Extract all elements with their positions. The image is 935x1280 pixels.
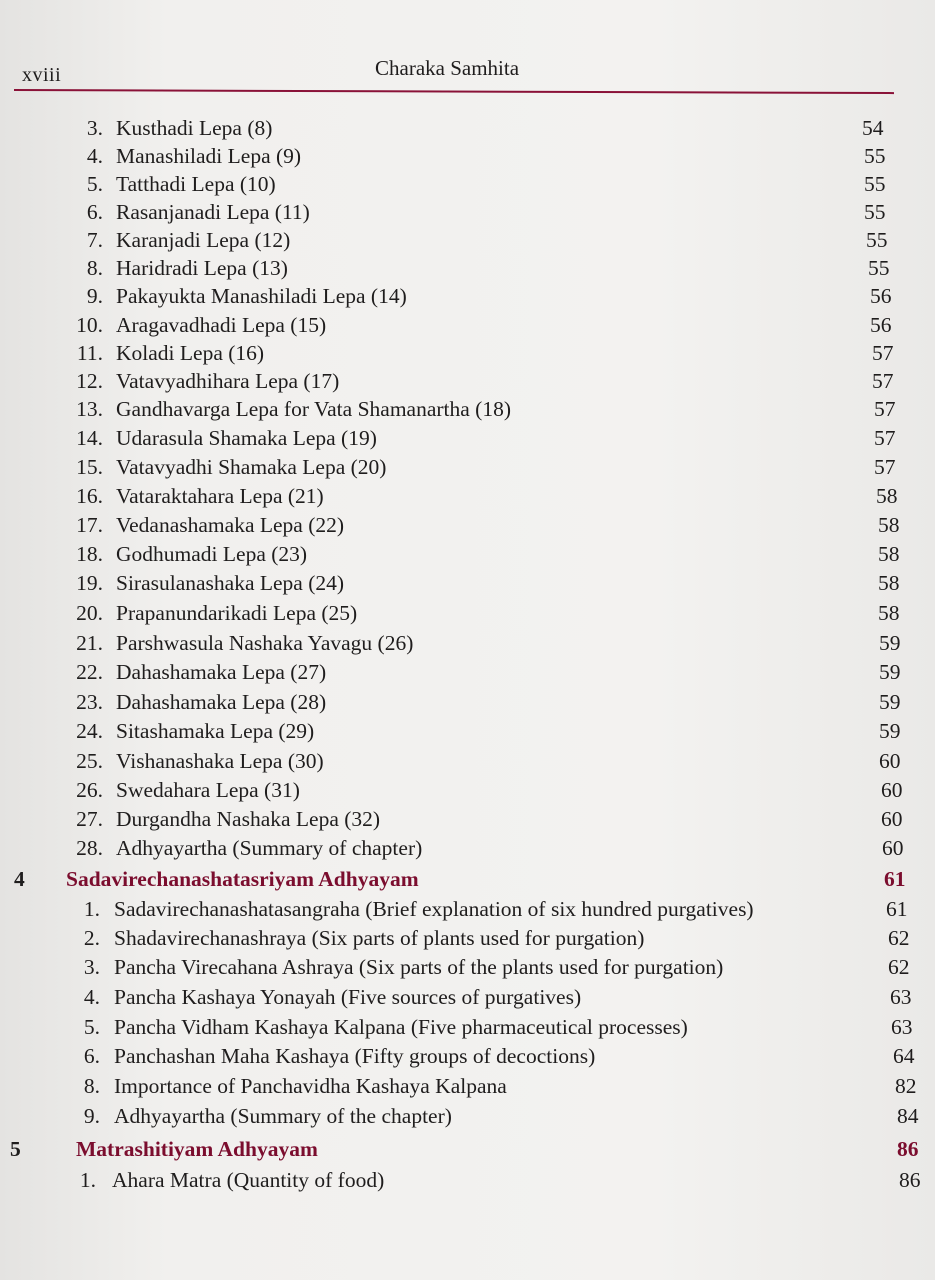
entry-number: 3. bbox=[86, 116, 103, 140]
entry-title: Parshwasula Nashaka Yavagu (26) bbox=[116, 631, 414, 655]
toc-entry bbox=[0, 775, 935, 805]
page-ref: 59 bbox=[879, 631, 901, 655]
entry-number: 4. bbox=[86, 144, 103, 168]
entry-number: 1. bbox=[83, 897, 100, 921]
entry-title: Adhyayartha (Summary of the chapter) bbox=[114, 1104, 452, 1128]
entry-number: 20. bbox=[76, 601, 103, 625]
entry-number: 22. bbox=[76, 660, 103, 684]
page-ref: 86 bbox=[897, 1137, 919, 1161]
entry-title: Aragavadhadi Lepa (15) bbox=[116, 313, 327, 337]
toc-entry bbox=[0, 423, 935, 453]
toc-entry bbox=[0, 510, 935, 540]
toc-entry bbox=[0, 716, 935, 746]
entry-title: Sitashamaka Lepa (29) bbox=[116, 719, 315, 743]
entry-title: Sadavirechanashatasangraha (Brief explanation of six hundred purgatives) bbox=[114, 897, 754, 921]
entry-number: 10. bbox=[76, 313, 103, 337]
entry-title: Shadavirechanashraya (Six parts of plants used for purgation) bbox=[114, 926, 645, 950]
entry-number: 1. bbox=[79, 1168, 96, 1192]
chapter-number: 4 bbox=[14, 867, 25, 891]
entry-number: 16. bbox=[76, 484, 103, 508]
entry-title: Panchashan Maha Kashaya (Fifty groups of decoctions) bbox=[114, 1044, 596, 1068]
entry-number: 3. bbox=[83, 955, 100, 979]
page-ref: 55 bbox=[866, 228, 888, 252]
entry-title: Rasanjanadi Lepa (11) bbox=[116, 200, 310, 224]
toc-entry bbox=[0, 687, 935, 717]
entry-number: 23. bbox=[76, 690, 103, 714]
toc-entry bbox=[0, 833, 935, 863]
entry-title: Karanjadi Lepa (12) bbox=[116, 228, 291, 252]
entry-title: Vishanashaka Lepa (30) bbox=[116, 749, 324, 773]
entry-title: Vedanashamaka Lepa (22) bbox=[116, 513, 345, 537]
entry-number: 14. bbox=[76, 426, 103, 450]
entry-number: 26. bbox=[76, 778, 103, 802]
toc-entry bbox=[0, 1101, 935, 1131]
entry-number: 28. bbox=[76, 836, 103, 860]
entry-number: 19. bbox=[76, 571, 103, 595]
page-ref: 58 bbox=[878, 571, 900, 595]
page-ref: 55 bbox=[864, 200, 886, 224]
entry-number: 4. bbox=[83, 985, 100, 1009]
chapter-heading bbox=[0, 864, 935, 894]
page-ref: 56 bbox=[870, 284, 892, 308]
page-ref: 55 bbox=[868, 256, 890, 280]
entry-title: Vatavyadhi Shamaka Lepa (20) bbox=[116, 455, 387, 479]
page-ref: 60 bbox=[881, 778, 903, 802]
chapter-number: 5 bbox=[10, 1137, 21, 1161]
page-ref: 56 bbox=[870, 313, 892, 337]
page-ref: 58 bbox=[878, 513, 900, 537]
entry-number: 27. bbox=[76, 807, 103, 831]
entry-title: Vataraktahara Lepa (21) bbox=[116, 484, 324, 508]
entry-title: Udarasula Shamaka Lepa (19) bbox=[116, 426, 377, 450]
page-ref: 55 bbox=[864, 172, 886, 196]
page-ref: 57 bbox=[874, 426, 896, 450]
entry-number: 11. bbox=[76, 341, 103, 365]
entry-title: Importance of Panchavidha Kashaya Kalpana bbox=[114, 1074, 507, 1098]
entry-number: 7. bbox=[86, 228, 103, 252]
entry-title: Manashiladi Lepa (9) bbox=[116, 144, 302, 168]
page-ref: 60 bbox=[881, 807, 903, 831]
page-ref: 57 bbox=[872, 341, 894, 365]
toc-entry bbox=[0, 568, 935, 598]
chapter-heading bbox=[0, 1134, 935, 1164]
entry-number: 12. bbox=[76, 369, 103, 393]
toc-entry bbox=[0, 539, 935, 569]
entry-title: Pancha Vidham Kashaya Kalpana (Five pharmaceutical processes) bbox=[114, 1015, 688, 1039]
toc-entry bbox=[0, 1041, 935, 1071]
toc-entry bbox=[0, 628, 935, 658]
entry-title: Haridradi Lepa (13) bbox=[116, 256, 288, 280]
entry-number: 9. bbox=[86, 284, 103, 308]
page-ref: 60 bbox=[882, 836, 904, 860]
entry-number: 9. bbox=[83, 1104, 100, 1128]
page-ref: 62 bbox=[888, 926, 910, 950]
page-ref: 84 bbox=[897, 1104, 919, 1128]
entry-title: Swedahara Lepa (31) bbox=[116, 778, 300, 802]
page-ref: 54 bbox=[862, 116, 884, 140]
toc-entry bbox=[0, 141, 935, 171]
page-ref: 61 bbox=[884, 867, 906, 891]
book-title: Charaka Samhita bbox=[375, 56, 520, 80]
page-ref: 64 bbox=[893, 1044, 915, 1068]
entry-title: Dahashamaka Lepa (28) bbox=[116, 690, 327, 714]
entry-number: 8. bbox=[86, 256, 103, 280]
entry-number: 25. bbox=[76, 749, 103, 773]
entry-number: 6. bbox=[83, 1044, 100, 1068]
entry-number: 6. bbox=[86, 200, 103, 224]
page-ref: 59 bbox=[879, 719, 901, 743]
entry-title: Dahashamaka Lepa (27) bbox=[116, 660, 327, 684]
toc-entry bbox=[0, 394, 935, 424]
entry-number: 2. bbox=[83, 926, 100, 950]
page-ref: 60 bbox=[879, 749, 901, 773]
toc-entry bbox=[0, 746, 935, 776]
entry-title: Sirasulanashaka Lepa (24) bbox=[116, 571, 345, 595]
entry-title: Ahara Matra (Quantity of food) bbox=[112, 1168, 385, 1192]
entry-title: Durgandha Nashaka Lepa (32) bbox=[116, 807, 381, 831]
entry-title: Godhumadi Lepa (23) bbox=[116, 542, 308, 566]
entry-number: 15. bbox=[76, 455, 103, 479]
entry-title: Pancha Virecahana Ashraya (Six parts of the plants used for purgation) bbox=[114, 955, 724, 979]
toc-entry bbox=[0, 169, 935, 199]
entry-title: Koladi Lepa (16) bbox=[116, 341, 265, 365]
page-ref: 61 bbox=[886, 897, 908, 921]
toc-entry bbox=[0, 452, 935, 482]
entry-title: Pakayukta Manashiladi Lepa (14) bbox=[116, 284, 407, 308]
toc-entry bbox=[0, 481, 935, 511]
entry-title: Pancha Kashaya Yonayah (Five sources of purgatives) bbox=[114, 985, 582, 1009]
toc-entry bbox=[0, 197, 935, 227]
page-ref: 59 bbox=[879, 690, 901, 714]
page-ref: 58 bbox=[878, 601, 900, 625]
page-ref: 58 bbox=[876, 484, 898, 508]
toc-entry bbox=[0, 952, 935, 982]
toc-entry bbox=[0, 366, 935, 396]
page-ref: 59 bbox=[879, 660, 901, 684]
page-ref: 57 bbox=[874, 455, 896, 479]
page-number: xviii bbox=[22, 64, 62, 86]
entry-title: Tatthadi Lepa (10) bbox=[116, 172, 276, 196]
toc-entry bbox=[0, 1012, 935, 1042]
entry-title: Adhyayartha (Summary of chapter) bbox=[116, 836, 423, 860]
chapter-title: Matrashitiyam Adhyayam bbox=[76, 1137, 318, 1161]
page-ref: 55 bbox=[864, 144, 886, 168]
toc-entry bbox=[0, 253, 935, 283]
entry-number: 17. bbox=[76, 513, 103, 537]
toc-entry bbox=[0, 894, 935, 924]
chapter-title: Sadavirechanashatasriyam Adhyayam bbox=[66, 867, 419, 891]
page-ref: 57 bbox=[874, 397, 896, 421]
page-ref: 86 bbox=[899, 1168, 921, 1192]
toc-entry bbox=[0, 225, 935, 255]
toc-entry bbox=[0, 1071, 935, 1101]
entry-number: 8. bbox=[83, 1074, 100, 1098]
page-ref: 82 bbox=[895, 1074, 917, 1098]
entry-number: 13. bbox=[76, 397, 103, 421]
entry-title: Gandhavarga Lepa for Vata Shamanartha (18) bbox=[116, 397, 511, 421]
toc-entry bbox=[0, 657, 935, 687]
toc-entry bbox=[0, 982, 935, 1012]
page-ref: 58 bbox=[878, 542, 900, 566]
entry-number: 21. bbox=[76, 631, 103, 655]
toc-entry bbox=[0, 598, 935, 628]
page-ref: 63 bbox=[891, 1015, 913, 1039]
entry-title: Prapanundarikadi Lepa (25) bbox=[116, 601, 358, 625]
entry-number: 5. bbox=[83, 1015, 100, 1039]
entry-title: Vatavyadhihara Lepa (17) bbox=[116, 369, 340, 393]
toc-entry bbox=[0, 338, 935, 368]
entry-number: 18. bbox=[76, 542, 103, 566]
toc-entry bbox=[0, 923, 935, 953]
entry-number: 24. bbox=[76, 719, 103, 743]
toc-entry bbox=[0, 804, 935, 834]
entry-number: 5. bbox=[86, 172, 103, 196]
toc-entry bbox=[0, 1165, 935, 1195]
page-ref: 63 bbox=[890, 985, 912, 1009]
toc-entry bbox=[0, 310, 935, 340]
page-ref: 62 bbox=[888, 955, 910, 979]
toc-entry bbox=[0, 113, 935, 143]
entry-title: Kusthadi Lepa (8) bbox=[116, 116, 273, 140]
page-ref: 57 bbox=[872, 369, 894, 393]
toc-entry bbox=[0, 281, 935, 311]
